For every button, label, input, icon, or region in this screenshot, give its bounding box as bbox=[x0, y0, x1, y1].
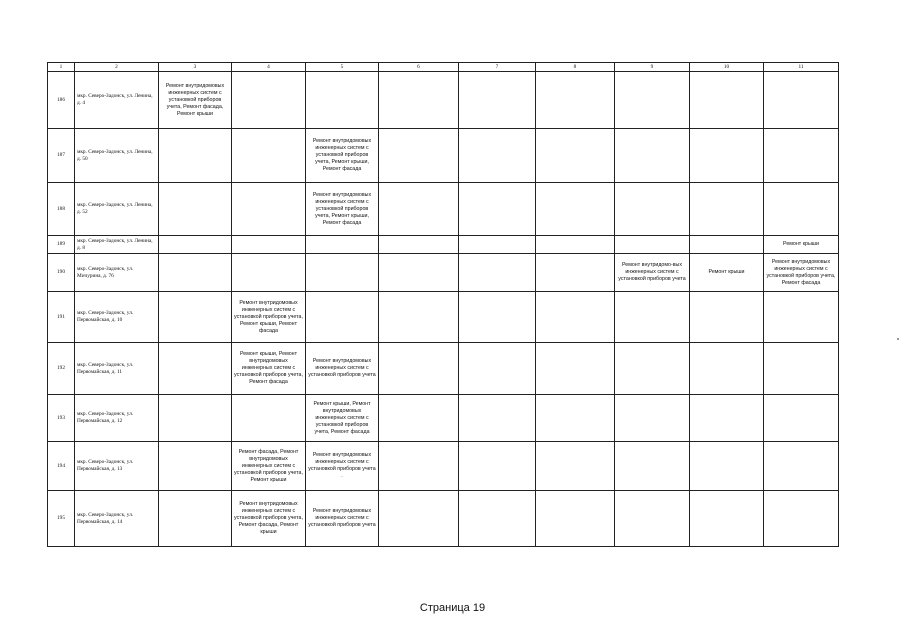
column-header: 7 bbox=[459, 63, 536, 72]
work-cell-c10 bbox=[690, 236, 764, 254]
work-cell-c9 bbox=[615, 343, 690, 395]
row-number: 190 bbox=[48, 254, 75, 292]
work-cell-c4 bbox=[232, 129, 306, 183]
work-cell-c11 bbox=[764, 491, 839, 547]
column-header: 1 bbox=[48, 63, 75, 72]
work-cell-c4 bbox=[232, 72, 306, 129]
work-cell-c10 bbox=[690, 395, 764, 442]
work-cell-c4 bbox=[232, 236, 306, 254]
work-cell-c8 bbox=[536, 292, 615, 343]
table-row bbox=[48, 292, 839, 343]
column-header: 4 bbox=[232, 63, 306, 72]
work-cell-c9 bbox=[615, 183, 690, 236]
column-header: 2 bbox=[75, 63, 159, 72]
work-cell-c3 bbox=[159, 129, 232, 183]
work-cell-c4 bbox=[232, 254, 306, 292]
work-cell-c9 bbox=[615, 442, 690, 491]
work-cell-c3 bbox=[159, 236, 232, 254]
work-cell-c6 bbox=[379, 343, 459, 395]
work-cell-c9 bbox=[615, 395, 690, 442]
work-cell-c3 bbox=[159, 183, 232, 236]
work-cell-c4 bbox=[232, 183, 306, 236]
row-number: 189 bbox=[48, 236, 75, 254]
work-cell-c4: Ремонт фасада, Ремонт внутридомовых инженерных систем с установкой приборов учета, Ремонт крыши bbox=[232, 442, 306, 491]
work-cell-c11 bbox=[764, 292, 839, 343]
work-cell-c8 bbox=[536, 129, 615, 183]
address-cell: мкр. Северо-Задонск, ул. Мичурина, д. 76 bbox=[75, 254, 159, 292]
row-number: 187 bbox=[48, 129, 75, 183]
table-row bbox=[48, 72, 839, 129]
work-cell-c8 bbox=[536, 183, 615, 236]
work-cell-c6 bbox=[379, 72, 459, 129]
work-cell-c11 bbox=[764, 395, 839, 442]
row-number: 188 bbox=[48, 183, 75, 236]
work-cell-c7 bbox=[459, 236, 536, 254]
work-cell-c7 bbox=[459, 72, 536, 129]
work-cell-c7 bbox=[459, 292, 536, 343]
table-row bbox=[48, 236, 839, 254]
work-cell-c10 bbox=[690, 183, 764, 236]
work-cell-c5: Ремонт внутридомовых инженерных систем с установкой приборов учета bbox=[306, 491, 379, 547]
work-cell-c3: Ремонт внутридомовых инженерных систем с установкой приборов учета, Ремонт фасада, Ремонт крыши bbox=[159, 72, 232, 129]
work-cell-c9 bbox=[615, 491, 690, 547]
address-cell: мкр. Северо-Задонск, ул. Первомайская, д. 12 bbox=[75, 395, 159, 442]
work-cell-c5 bbox=[306, 236, 379, 254]
work-cell-c11 bbox=[764, 442, 839, 491]
work-cell-c5 bbox=[306, 72, 379, 129]
work-cell-c10 bbox=[690, 442, 764, 491]
work-cell-c7 bbox=[459, 491, 536, 547]
work-cell-c8 bbox=[536, 343, 615, 395]
work-cell-c5: Ремонт внутридомовых инженерных систем с установкой приборов учета, Ремонт крыши, Ремонт фасада bbox=[306, 129, 379, 183]
work-cell-c5: Ремонт внутридомовых инженерных систем с установкой приборов учета . bbox=[306, 442, 379, 491]
work-cell-c11 bbox=[764, 343, 839, 395]
address-cell: мкр. Северо-Задонск, ул. Первомайская, д. 14 bbox=[75, 491, 159, 547]
work-cell-c3 bbox=[159, 254, 232, 292]
table-row bbox=[48, 129, 839, 183]
work-cell-c7 bbox=[459, 395, 536, 442]
work-cell-c5 bbox=[306, 292, 379, 343]
work-cell-c3 bbox=[159, 395, 232, 442]
work-cell-c10 bbox=[690, 72, 764, 129]
work-cell-c10 bbox=[690, 292, 764, 343]
work-cell-c4: Ремонт крыши, Ремонт внутридомовых инженерных систем с установкой приборов учета, Ремонт фасада bbox=[232, 343, 306, 395]
row-number: 192 bbox=[48, 343, 75, 395]
work-cell-c6 bbox=[379, 183, 459, 236]
work-cell-c6 bbox=[379, 129, 459, 183]
work-cell-c8 bbox=[536, 236, 615, 254]
work-cell-c6 bbox=[379, 292, 459, 343]
row-number: 193 bbox=[48, 395, 75, 442]
row-number: 194 bbox=[48, 442, 75, 491]
address-cell: мкр. Северо-Задонск, ул. Первомайская, д. 10 bbox=[75, 292, 159, 343]
work-cell-c10 bbox=[690, 343, 764, 395]
work-cell-c6 bbox=[379, 442, 459, 491]
work-cell-c10: Ремонт крыши bbox=[690, 254, 764, 292]
address-cell: мкр. Северо-Задонск, ул. Ленина, д. 8 bbox=[75, 236, 159, 254]
work-cell-c5 bbox=[306, 254, 379, 292]
address-cell: мкр. Северо-Задонск, ул. Ленина, д. 52 bbox=[75, 183, 159, 236]
work-cell-c7 bbox=[459, 129, 536, 183]
work-cell-c9: Ремонт внутридомо-вых инженерных систем с установкой приборов учета bbox=[615, 254, 690, 292]
work-cell-c8 bbox=[536, 395, 615, 442]
work-cell-c9 bbox=[615, 72, 690, 129]
work-cell-c6 bbox=[379, 491, 459, 547]
column-header: 8 bbox=[536, 63, 615, 72]
column-header: 5 bbox=[306, 63, 379, 72]
table-row bbox=[48, 254, 839, 292]
row-number: 191 bbox=[48, 292, 75, 343]
work-cell-c7 bbox=[459, 254, 536, 292]
work-cell-c8 bbox=[536, 442, 615, 491]
column-header: 11 bbox=[764, 63, 839, 72]
work-cell-c6 bbox=[379, 254, 459, 292]
work-cell-c10 bbox=[690, 491, 764, 547]
work-cell-c8 bbox=[536, 254, 615, 292]
work-cell-c3 bbox=[159, 343, 232, 395]
work-cell-c8 bbox=[536, 491, 615, 547]
work-cell-c6 bbox=[379, 236, 459, 254]
row-number: 186 bbox=[48, 72, 75, 129]
schedule-table bbox=[47, 62, 839, 547]
work-cell-c11: Ремонт внутридомовых инженерных систем с установкой приборов учета, Ремонт фасада bbox=[764, 254, 839, 292]
table-row bbox=[48, 183, 839, 236]
work-cell-c4: Ремонт внутридомовых инженерных систем с установкой приборов учета, Ремонт крыши, Ремонт фасада bbox=[232, 292, 306, 343]
table-row bbox=[48, 442, 839, 491]
work-cell-c3 bbox=[159, 442, 232, 491]
work-cell-c4: Ремонт внутридомовых инженерных систем с установкой приборов учета, Ремонт фасада, Ремонт крыши bbox=[232, 491, 306, 547]
work-cell-c6 bbox=[379, 395, 459, 442]
work-cell-c7 bbox=[459, 442, 536, 491]
address-cell: мкр. Северо-Задонск, ул. Первомайская, д. 11 bbox=[75, 343, 159, 395]
work-cell-c5: Ремонт крыши, Ремонт внутридомовых инженерных систем с установкой приборов учета, Ремонт фасада bbox=[306, 395, 379, 442]
work-cell-c9 bbox=[615, 236, 690, 254]
work-cell-c4 bbox=[232, 395, 306, 442]
work-cell-c11 bbox=[764, 183, 839, 236]
address-cell: мкр. Северо-Задонск, ул. Ленина, д. 4 bbox=[75, 72, 159, 129]
work-cell-c5: Ремонт внутридомовых инженерных систем с установкой приборов учета bbox=[306, 343, 379, 395]
table-row bbox=[48, 343, 839, 395]
work-cell-c9 bbox=[615, 292, 690, 343]
work-cell-c5: Ремонт внутридомовых инженерных систем с установкой приборов учета, Ремонт крыши, Ремонт фасада bbox=[306, 183, 379, 236]
column-header: 3 bbox=[159, 63, 232, 72]
header-row bbox=[48, 63, 839, 72]
work-cell-c11 bbox=[764, 72, 839, 129]
column-header: 6 bbox=[379, 63, 459, 72]
work-cell-c3 bbox=[159, 491, 232, 547]
work-cell-c11 bbox=[764, 129, 839, 183]
work-cell-c11: Ремонт крыши bbox=[764, 236, 839, 254]
table-row bbox=[48, 395, 839, 442]
column-header: 9 bbox=[615, 63, 690, 72]
row-number: 195 bbox=[48, 491, 75, 547]
work-cell-c7 bbox=[459, 183, 536, 236]
scan-mark bbox=[897, 338, 899, 340]
work-cell-c10 bbox=[690, 129, 764, 183]
address-cell: мкр. Северо-Задонск, ул. Первомайская, д. 13 bbox=[75, 442, 159, 491]
work-cell-c8 bbox=[536, 72, 615, 129]
column-header: 10 bbox=[690, 63, 764, 72]
address-cell: мкр. Северо-Задонск, ул. Ленина, д. 50 bbox=[75, 129, 159, 183]
table-row bbox=[48, 491, 839, 547]
work-cell-c7 bbox=[459, 343, 536, 395]
work-cell-c9 bbox=[615, 129, 690, 183]
work-cell-c3 bbox=[159, 292, 232, 343]
page-number: Страница 19 bbox=[419, 602, 486, 614]
